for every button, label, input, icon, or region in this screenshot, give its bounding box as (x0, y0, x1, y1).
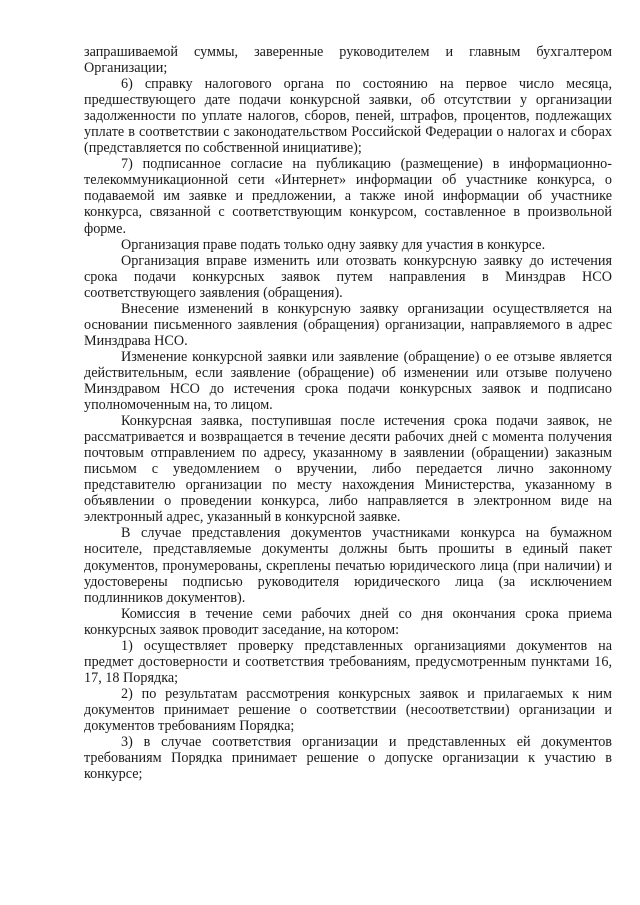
paragraph-item-6: 6) справку налогового органа по состоянию на первое число месяца, предшествующего дате подачи конкурсной заявки, об отсутствии у организации задолженности по уплате налогов, сборов, пеней, штрафов, процентов, подлежащих уплате в соответствии с законодательством Российской Федерации о налогах и сборах (представляется по собственной инициативе); (84, 76, 612, 157)
paragraph-change-validity: Изменение конкурсной заявки или заявление (обращение) о ее отзыве является действительным, если заявление (обращение) об изменении или отзыве получено Минздравом НСО до истечения срока подачи конкурсных заявок и подписано уполномоченным на, то лицом. (84, 348, 612, 414)
paragraph-late-application: Конкурсная заявка, поступившая после истечения срока подачи заявок, не рассматривается и возвращается в течение десяти рабочих дней с момента получения почтовым отправлением по адресу, указанному в заявлении (обращении) заказным письмом с уведомлением о вручении, либо передается лично законному представителю организации по месту нахождения Министерства, указанному в объявлении о проведении конкурса, либо направляется в электронном виде на электронный адрес, указанный в конкурсной заявке. (84, 413, 612, 526)
paragraph-commission-item-3: 3) в случае соответствия организации и представленных ей документов требованиям Порядка принимает решение о допуске организации к участию в конкурсе; (84, 734, 612, 783)
paragraph-change-or-withdraw: Организация вправе изменить или отозвать конкурсную заявку до истечения срока подачи конкурсных заявок путем направления в Минздрав НСО соответствующего заявления (обращения). (84, 252, 612, 301)
document-body (84, 44, 612, 782)
paragraph-amendments: Внесение изменений в конкурсную заявку организации осуществляется на основании письменного заявления (обращения) организации, направляемого в адрес Минздрава НСО. (84, 300, 612, 349)
paragraph-continuation: запрашиваемой суммы, заверенные руководителем и главным бухгалтером Организации; (84, 44, 612, 77)
paragraph-commission-item-2: 2) по результатам рассмотрения конкурсных заявок и прилагаемых к ним документов принимает решение о соответствии (несоответствии) организации и документов требованиям Порядка; (84, 685, 612, 734)
paragraph-one-application: Организация праве подать только одну заявку для участия в конкурсе. (121, 236, 546, 253)
paragraph-paper-documents: В случае представления документов участниками конкурса на бумажном носителе, представляемые документы должны быть прошиты в единый пакет документов, пронумерованы, скреплены печатью юридического лица (при наличии) и удостоверены подписью руководителя юридического лица (за исключением подлинников документов). (84, 525, 612, 606)
paragraph-commission-item-1: 1) осуществляет проверку представленных организациями документов на предмет достоверности и соответствия требованиям, предусмотренным пунктами 16, 17, 18 Порядка; (84, 637, 612, 686)
paragraph-item-7: 7) подписанное согласие на публикацию (размещение) в информационно-телекоммуникационной сети «Интернет» информации об участнике конкурса, о подаваемой им заявке и предложении, а также иной информации об участнике конкурса, связанной с соответствующим конкурсом, составленное в произвольной форме. (84, 156, 612, 237)
paragraph-commission-meeting: Комиссия в течение семи рабочих дней со дня окончания срока приема конкурсных заявок проводит заседание, на котором: (84, 605, 612, 638)
